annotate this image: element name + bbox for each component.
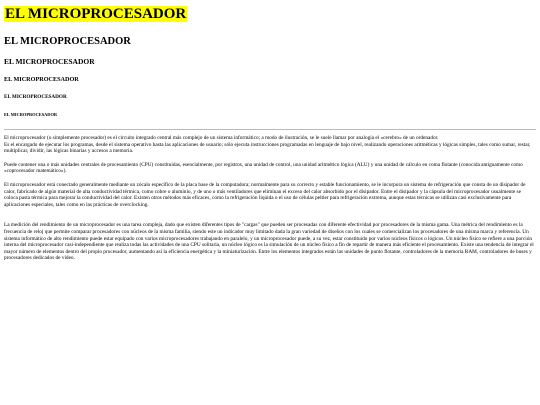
heading-level-5: EL MICROPROCESADOR bbox=[4, 94, 67, 100]
heading-level-6: EL MICROPROCESADOR bbox=[4, 112, 58, 117]
paragraph-definition: El microprocesador (o simplemente procesador) es el circuito integrado central más complejo de un sistema informático; a modo de ilustración, se le suele llamar por analogía el «cerebro» de un ordenador. bbox=[4, 135, 439, 141]
horizontal-rule bbox=[4, 129, 536, 130]
heading-level-3: EL MICROPROCESADOR bbox=[4, 57, 95, 66]
paragraph-performance: La medición del rendimiento de un microprocesador es una tarea compleja, dado que existen diferentes tipos de "cargas" que pueden ser procesadas con diferente efectividad por procesadores de la misma gama. Una métrica del rendimiento es la frecuencia de reloj que permite comparar procesadores con núcleos de la misma familia, siendo este un indicador muy limitado dada la gran variedad de diseños con los cuales se comercializan los procesadores de una misma marca y referencia. Un sistema informático de alto rendimiento puede estar equipado con varios microprocesadores trabajando en paralelo, y un microprocesador puede, a su vez, estar constituido por varios núcleos físicos o lógicos. Un núcleo físico se refiere a una porción interna del microprocesador casi-independiente que realiza todas las actividades de una CPU solitaria, un núcleo lógico es la simulación de un núcleo físico a fin de repartir de manera más eficiente el procesamiento. Existe una tendencia de integrar el mayor número de elementos dentro del propio procesador, aumentando así la eficiencia energética y la miniaturización. Entre los elementos integrados están las unidades de punto flotante, controladores de la memoria RAM, controladores de buses y procesadores dedicados de vídeo. bbox=[4, 222, 534, 262]
article-body bbox=[4, 135, 536, 262]
heading-level-4: EL MICROPROCESADOR bbox=[4, 76, 79, 83]
highlighted-title: EL MICROPROCESADOR bbox=[5, 6, 187, 22]
heading-level-1 bbox=[4, 6, 536, 23]
paragraph-function: Es el encargado de ejecutar los programas, desde el sistema operativo hasta las aplicaciones de usuario; sólo ejecuta instrucciones programadas en lenguaje de bajo nivel, realizando operaciones aritméticas y lógicas simples, tales como sumar, restar, multiplicar, dividir, las lógicas binarias y accesos a memoria. bbox=[4, 141, 531, 155]
paragraph-cooling: El microprocesador está conectado generalmente mediante un zócalo específico de la placa base de la computadora; normalmente para su correcto y estable funcionamiento, se le incorpora un sistema de refrigeración que consta de un disipador de calor, fabricado de algún material de alta conductividad térmica, como cobre o aluminio, y de uno o más ventiladores que eliminan el exceso del calor absorbido por el disipador. Entre el disipador y la cápsula del microprocesador usualmente se coloca pasta térmica para mejorar la conductividad del calor. Existen otros métodos más eficaces, como la refrigeración líquida o el uso de células peltier para refrigeración extrema, aunque estas técnicas se utilizan casi exclusivamente para aplicaciones especiales, tales como en las prácticas de overclocking. bbox=[4, 181, 526, 208]
heading-level-2: EL MICROPROCESADOR bbox=[4, 36, 131, 47]
paragraph-cpu-units: Puede contener una o más unidades centrales de procesamiento (CPU) constituidas, esencialmente, por registros, una unidad de control, una unidad aritmético lógica (ALU) y una unidad de cálculo en coma flotante (conocida antiguamente como «coprocesador matemático»). bbox=[4, 161, 523, 175]
